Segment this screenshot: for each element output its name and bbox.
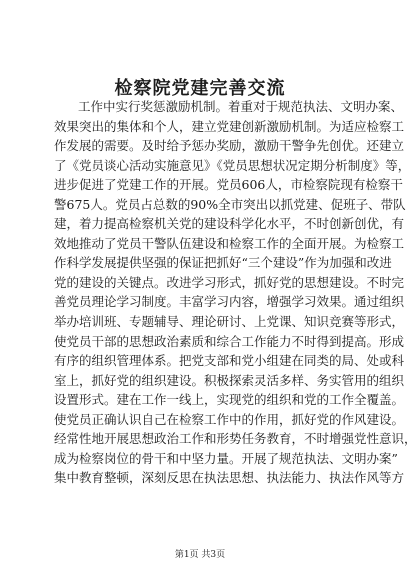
text-line: 工作中实行奖惩激励机制。着重对于规范执法、文明办案、 (78, 99, 404, 114)
text-line: 党的建设的关键点。改进学习形式，抓好党的思想建设。不时完 (54, 274, 405, 290)
text-line: 作发展的需要。及时给予惩办奖励，激励干警争先创优。还建立 (54, 138, 405, 154)
page-number: 第1页 共3页 (174, 550, 226, 560)
text-line: 建，着力提高检察机关党的建设科学化水平，不时创新创优，有 (54, 216, 405, 232)
text-line: 警675人。党员占总数的90%全市突出以抓党建、促班子、带队 (54, 196, 406, 212)
text-line: 使党员干部的思想政治素质和综合工作能力不时得到提高。形成 (54, 333, 405, 349)
text-line: 设置形式。建在工作一线上，实现党的组织和党的工作全覆盖。 (54, 392, 405, 408)
text-line: 效果突出的集体和个人，建立党建创新激励机制。为适应检察工 (54, 118, 405, 134)
text-line: 效地推动了党员干警队伍建设和检察工作的全面开展。为检察工 (54, 235, 405, 251)
text-line: 进步促进了党建工作的开展。党员606人，市检察院现有检察干 (54, 177, 403, 193)
text-line: 集中教育整顿，深刻反思在执法思想、执法能力、执法作风等方 (54, 470, 405, 486)
body-paragraph (54, 97, 417, 488)
document-title: 检察院党建完善交流 (114, 78, 286, 99)
text-line: 有序的组织管理体系。把党支部和党小组建在同类的局、处或科 (54, 353, 405, 369)
text-line: 举办培训班、专题辅导、理论研讨、上党课、知识竞赛等形式， (54, 314, 405, 330)
text-line: 成为检察岗位的骨干和中坚力量。开展了规范执法、文明办案” (54, 450, 398, 466)
text-line: 善党员理论学习制度。丰富学习内容，增强学习效果。通过组织 (54, 294, 405, 310)
text-line: 经常性地开展思想政治工作和形势任务教育，不时增强党性意识， (54, 431, 417, 447)
text-line: 作科学发展提供坚强的保证把抓好“三个建设”作为加强和改进 (54, 255, 392, 271)
text-line: 室上，抓好党的组织建设。积极探索灵活多样、务实管用的组织 (54, 372, 405, 388)
text-line: 使党员正确认识自己在检察工作中的作用，抓好党的作风建设。 (54, 411, 405, 427)
text-line: 了《党员谈心活动实施意见》《党员思想状况定期分析制度》等， (54, 157, 411, 173)
